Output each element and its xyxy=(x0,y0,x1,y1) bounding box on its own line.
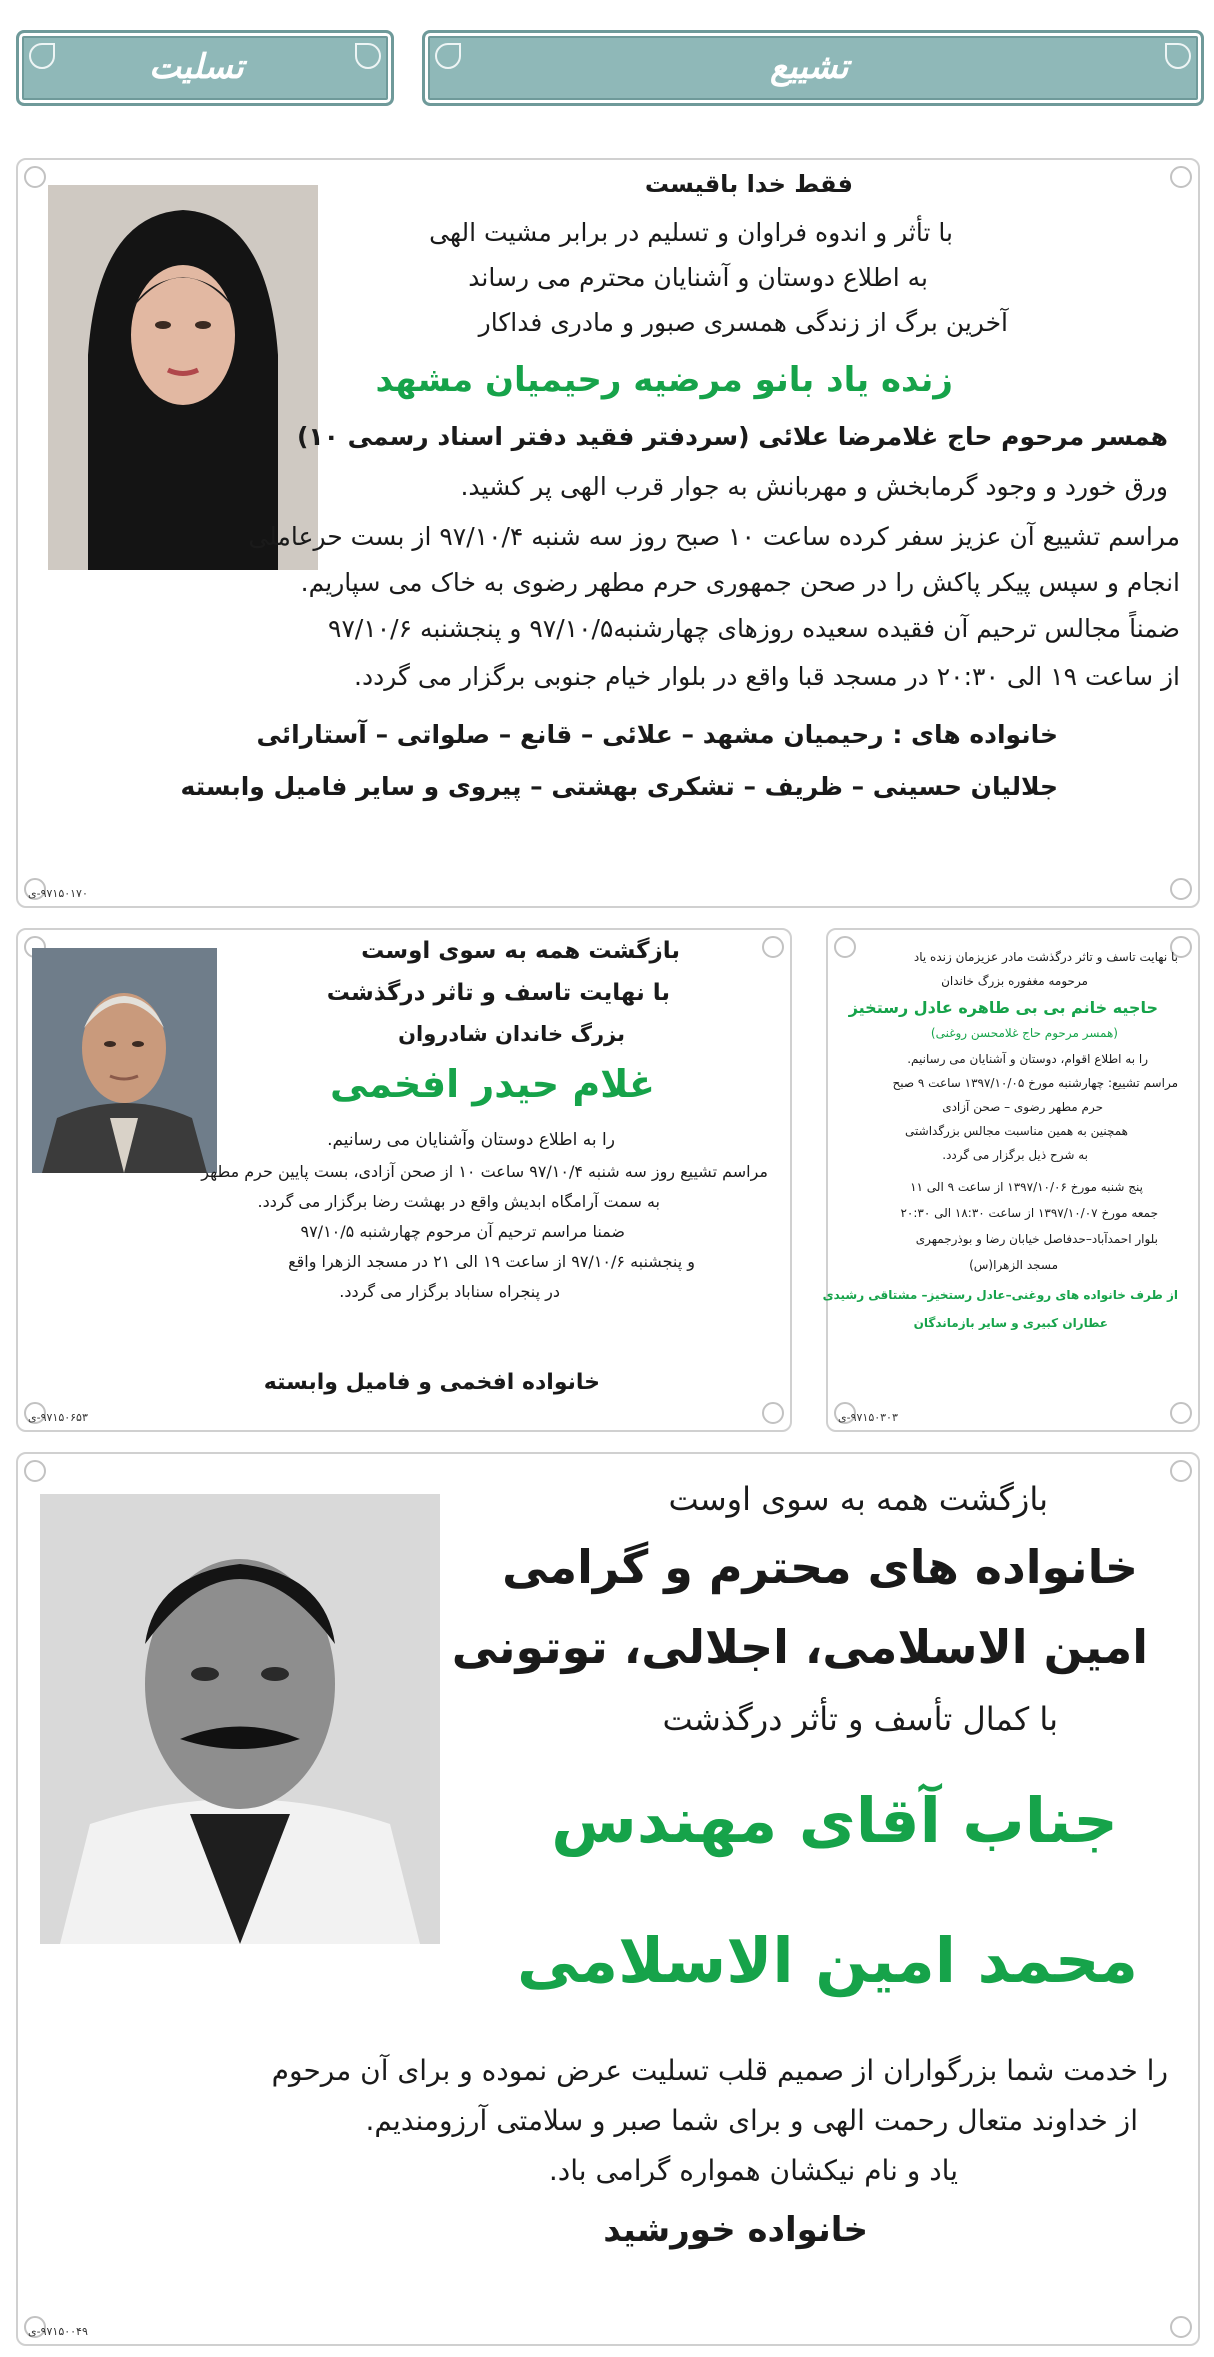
ad3-line8: پنج شنبه مورخ ۱۳۹۷/۱۰/۰۶ از ساعت ۹ الی ۱۱ xyxy=(910,1180,1143,1194)
ad3-line4: مراسم تشییع: چهارشنبه مورخ ۱۳۹۷/۱۰/۰۵ ساعت ۹ صبح xyxy=(892,1076,1178,1090)
ad2-line2: با نهایت تاسف و تاثر درگذشت xyxy=(326,980,670,1006)
ad3-code: ۹۷۱۵۰۳۰۳-ی xyxy=(838,1411,898,1424)
ad4-line2: خانواده های محترم و گرامی xyxy=(502,1540,1138,1594)
ad4-line1: بازگشت همه به سوی اوست xyxy=(668,1480,1048,1518)
obituary-ad-3 xyxy=(822,928,1200,1432)
ad3-from1: از طرف خانواده های روغنی–عادل رستخیز– مشتاقی رشیدی xyxy=(822,1288,1178,1302)
funeral-title: تشییع xyxy=(770,47,849,87)
ornament-icon xyxy=(1165,43,1191,69)
ad1-line8: از ساعت ۱۹ الی ۲۰:۳۰ در مسجد قبا واقع در بلوار خیام جنوبی برگزار می گردد. xyxy=(354,662,1180,691)
ad4-name-2: محمد امین الاسلامی xyxy=(517,1924,1138,1997)
ad4-line3: امین الاسلامی، اجلالی، توتونی xyxy=(451,1620,1148,1674)
condolence-ad xyxy=(16,1452,1200,2346)
ad2-deceased-name: غلام حیدر افخمی xyxy=(329,1062,655,1106)
ad1-line5: مراسم تشییع آن عزیز سفر کرده ساعت ۱۰ صبح روز سه شنبه ۹۷/۱۰/۴ از بست حرعاملی xyxy=(248,522,1180,551)
ornament-icon xyxy=(435,43,461,69)
ad2-code: ۹۷۱۵۰۶۵۳-ی xyxy=(28,1411,88,1424)
ad3-sub: (همسر مرحوم حاج غلامحسن روغنی) xyxy=(930,1026,1118,1040)
ad1-line7: ضمناً مجالس ترحیم آن فقیده سعیده روزهای چهارشنبه۹۷/۱۰/۵ و پنجشنبه ۹۷/۱۰/۶ xyxy=(328,614,1180,643)
ad3-line3: را به اطلاع اقوام، دوستان و آشنایان می رسانیم. xyxy=(907,1052,1148,1066)
ad2-line8: و پنجشنبه ۹۷/۱۰/۶ از ساعت ۱۹ الی ۲۱ در مسجد الزهرا واقع xyxy=(288,1252,695,1271)
ad1-deceased-name: زنده یاد بانو مرضیه رحیمیان مشهد xyxy=(375,360,953,400)
ornament-icon xyxy=(29,43,55,69)
ad2-line3: بزرگ خاندان شادروان xyxy=(398,1022,625,1046)
obituary-ad-1 xyxy=(16,158,1200,908)
ad1-line1: با تأثر و اندوه فراوان و تسلیم در برابر مشیت الهی xyxy=(429,218,953,247)
ad1-families-2: جلالیان حسینی – ظریف – تشکری بهشتی – پیروی و سایر فامیل وابسته xyxy=(180,772,1058,801)
ad1-line3: آخرین برگ از زندگی همسری صبور و مادری فداکار xyxy=(478,308,1008,337)
ad1-code: ۹۷۱۵۰۱۷۰-ی xyxy=(28,887,88,900)
ad2-line4: را به اطلاع دوستان وآشنایان می رسانیم. xyxy=(327,1130,615,1150)
ad4-code: ۹۷۱۵۰۰۴۹-ی xyxy=(28,2325,88,2338)
ad4-line5: را خدمت شما بزرگواران از صمیم قلب تسلیت عرض نموده و برای آن مرحوم xyxy=(271,2054,1168,2087)
portrait-photo xyxy=(48,185,318,570)
ad3-line6: همچنین به همین مناسبت مجالس بزرگداشتی xyxy=(905,1124,1128,1138)
ad3-line10: بلوار احمدآباد–حدفاصل خیابان رضا و بوذرجمهری xyxy=(915,1232,1158,1246)
ad3-line5: حرم مطهر رضوی – صحن آزادی xyxy=(942,1100,1103,1114)
ad1-top-line: فقط خدا باقیست xyxy=(644,170,853,198)
ad2-line5: مراسم تشییع روز سه شنبه ۹۷/۱۰/۴ ساعت ۱۰ از صحن آزادی، بست پایین حرم مطهر xyxy=(201,1162,768,1181)
ad3-line7: به شرح ذیل برگزار می گردد. xyxy=(942,1148,1088,1162)
ad2-family: خانواده افخمی و فامیل وابسته xyxy=(263,1370,600,1395)
ad2-line9: در پنجراه سناباد برگزار می گردد. xyxy=(339,1282,560,1301)
condolence-header xyxy=(16,30,394,106)
ad1-line6: انجام و سپس پیکر پاکش را در صحن جمهوری حرم مطهر رضوی به خاک می سپاریم. xyxy=(300,568,1180,597)
ad3-deceased-name: حاجیه خانم بی بی طاهره عادل رستخیز xyxy=(848,998,1158,1017)
ad4-family: خانواده خورشید xyxy=(603,2210,868,2250)
ad2-line7: ضمنا مراسم ترحیم آن مرحوم چهارشنبه ۹۷/۱۰/۵ xyxy=(300,1222,625,1241)
ad4-line7: یاد و نام نیکشان همواره گرامی باد. xyxy=(548,2154,958,2187)
ad2-line1: بازگشت همه به سوی اوست xyxy=(361,938,680,964)
ad4-line4: با کمال تأسف و تأثر درگذشت xyxy=(662,1700,1058,1738)
ad3-line9: جمعه مورخ ۱۳۹۷/۱۰/۰۷ از ساعت ۱۸:۳۰ الی ۲۰:۳۰ xyxy=(900,1206,1158,1220)
ad1-husband-line: همسر مرحوم حاج غلامرضا علائی (سردفتر فقید دفتر اسناد رسمی ۱۰) xyxy=(296,422,1168,451)
portrait-photo xyxy=(40,1494,440,1944)
ad4-line6: از خداوند متعال رحمت الهی و برای شما صبر و سلامتی آرزومندیم. xyxy=(365,2104,1138,2137)
ad3-line1: با نهایت تاسف و تاثر درگذشت مادر عزیزمان زنده یاد xyxy=(913,950,1178,964)
ad2-line6: به سمت آرامگاه ابدیش واقع در بهشت رضا برگزار می گردد. xyxy=(257,1192,660,1211)
ad1-line2: به اطلاع دوستان و آشنایان محترم می رساند xyxy=(468,263,928,292)
ad3-from2: عطاران کبیری و سایر بازماندگان xyxy=(913,1316,1108,1330)
obituary-ad-2 xyxy=(16,928,792,1432)
funeral-header xyxy=(422,30,1204,106)
ad1-families-1: خانواده های : رحیمیان مشهد – علائی – قانع – صلواتی – آستارائی xyxy=(256,720,1058,749)
ad1-line4: ورق خورد و وجود گرمابخش و مهربانش به جوار قرب الهی پر کشید. xyxy=(460,472,1168,501)
condolence-title: تسلیت xyxy=(149,47,244,87)
portrait-photo xyxy=(32,948,217,1173)
ad3-line2: مرحومه مغفوره بزرگ خاندان xyxy=(941,974,1088,988)
ad4-name-1: جناب آقای مهندس xyxy=(551,1784,1118,1857)
ad3-line11: مسجد الزهرا(س) xyxy=(969,1258,1058,1272)
ornament-icon xyxy=(355,43,381,69)
